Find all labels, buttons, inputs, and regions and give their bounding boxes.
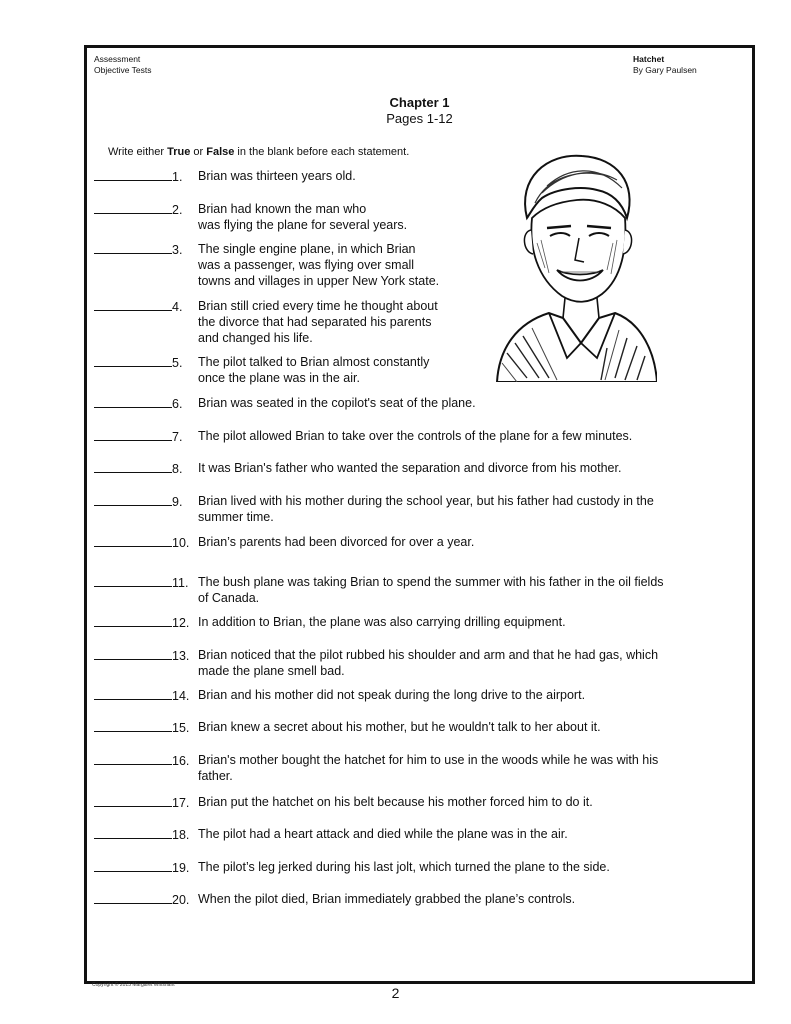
answer-blank-18[interactable]: [94, 826, 172, 839]
question-item-2: [94, 201, 407, 233]
answer-blank-19[interactable]: [94, 859, 172, 872]
header-subcategory: Objective Tests: [94, 65, 152, 75]
question-text-14: Brian and his mother did not speak during the long drive to the airport.: [198, 688, 586, 702]
answer-blank-4[interactable]: [94, 298, 172, 311]
question-item-18: [94, 826, 568, 843]
header-category: Assessment: [94, 54, 141, 64]
question-number-8: 8.: [172, 462, 183, 476]
answer-blank-12[interactable]: [94, 614, 172, 627]
question-text-8: It was Brian's father who wanted the separation and divorce from his mother.: [198, 461, 622, 475]
answer-blank-14[interactable]: [94, 687, 172, 700]
question-number-3: 3.: [172, 243, 183, 257]
question-item-19: [94, 859, 610, 876]
question-item-6: [94, 395, 476, 412]
copyright-notice: Copyright © 2015 Margaret Whisnant: [92, 982, 175, 988]
question-item-8: [94, 460, 621, 477]
question-text-1: Brian was thirteen years old.: [198, 169, 356, 183]
answer-blank-1[interactable]: [94, 168, 172, 181]
question-item-12: [94, 614, 566, 631]
instructions: [108, 146, 409, 158]
question-item-14: [94, 687, 585, 704]
chapter-pages: Pages 1-12: [386, 111, 453, 126]
question-item-11: [94, 574, 664, 606]
question-item-7: [94, 428, 632, 445]
question-item-15: [94, 719, 601, 736]
question-number-11: 11.: [172, 576, 189, 590]
question-number-17: 17.: [172, 796, 190, 810]
question-text-5: The pilot talked to Brian almost constantly once the plane was in the air.: [198, 355, 430, 385]
question-number-13: 13.: [172, 649, 190, 663]
header-right: [633, 54, 697, 76]
question-item-13: [94, 647, 658, 679]
question-number-19: 19.: [172, 861, 190, 875]
question-number-14: 14.: [172, 689, 190, 703]
question-item-9: [94, 493, 654, 525]
question-item-5: [94, 354, 429, 386]
question-number-5: 5.: [172, 356, 183, 370]
question-text-13: Brian noticed that the pilot rubbed his shoulder and arm and that he had gas, which made the plane smell bad.: [198, 648, 659, 678]
answer-blank-9[interactable]: [94, 493, 172, 506]
answer-blank-5[interactable]: [94, 354, 172, 367]
answer-blank-3[interactable]: [94, 241, 172, 254]
chapter-title: Chapter 1: [389, 95, 450, 110]
question-item-17: [94, 794, 593, 811]
question-number-9: 9.: [172, 495, 183, 509]
question-text-3: The single engine plane, in which Brian was a passenger, was flying over small towns and villages in upper New York state.: [198, 242, 440, 288]
answer-blank-13[interactable]: [94, 647, 172, 660]
question-item-20: [94, 891, 575, 908]
answer-blank-17[interactable]: [94, 794, 172, 807]
question-item-16: [94, 752, 658, 784]
page-number: 2: [391, 985, 400, 1001]
false-word: False: [206, 146, 235, 158]
worksheet-frame: [84, 45, 755, 984]
answer-blank-16[interactable]: [94, 752, 172, 765]
question-text-18: The pilot had a heart attack and died while the plane was in the air.: [198, 827, 568, 841]
question-text-12: In addition to Brian, the plane was also carrying drilling equipment.: [198, 615, 566, 629]
question-number-2: 2.: [172, 203, 183, 217]
book-title: Hatchet: [633, 54, 665, 64]
question-text-9: Brian lived with his mother during the school year, but his father had custody in the summer time.: [198, 494, 654, 524]
header-left: [94, 54, 151, 76]
question-number-12: 12.: [172, 616, 190, 630]
answer-blank-2[interactable]: [94, 201, 172, 214]
question-text-17: Brian put the hatchet on his belt because his mother forced him to do it.: [198, 795, 593, 809]
instructions-post: in the blank before each statement.: [234, 146, 410, 158]
answer-blank-6[interactable]: [94, 395, 172, 408]
question-text-6: Brian was seated in the copilot's seat of the plane.: [198, 396, 476, 410]
question-item-4: [94, 298, 438, 346]
question-number-15: 15.: [172, 721, 190, 735]
question-number-1: 1.: [172, 170, 183, 184]
question-number-6: 6.: [172, 397, 183, 411]
question-item-1: [94, 168, 356, 185]
question-number-10: 10.: [172, 536, 190, 550]
answer-blank-20[interactable]: [94, 891, 172, 904]
answer-blank-11[interactable]: [94, 574, 172, 587]
instructions-mid: or: [190, 146, 207, 158]
answer-blank-7[interactable]: [94, 428, 172, 441]
question-text-11: The bush plane was taking Brian to spend the summer with his father in the oil fields of Canada.: [198, 575, 664, 605]
answer-blank-10[interactable]: [94, 534, 172, 547]
question-text-4: Brian still cried every time he thought about the divorce that had separated his parents and changed his life.: [198, 299, 438, 345]
question-item-10: [94, 534, 474, 551]
true-word: True: [167, 146, 191, 158]
question-text-10: Brian’s parents had been divorced for over a year.: [198, 535, 475, 549]
question-text-2: Brian had known the man who was flying the plane for several years.: [198, 202, 408, 232]
question-text-15: Brian knew a secret about his mother, but he wouldn't talk to her about it.: [198, 720, 601, 734]
question-number-16: 16.: [172, 754, 190, 768]
book-author: By Gary Paulsen: [633, 65, 697, 75]
answer-blank-8[interactable]: [94, 460, 172, 473]
question-text-16: Brian's mother bought the hatchet for him to use in the woods while he was with his father.: [198, 753, 659, 783]
instructions-pre: Write either: [108, 146, 168, 158]
question-number-18: 18.: [172, 828, 190, 842]
answer-blank-15[interactable]: [94, 719, 172, 732]
brian-portrait-illustration: [487, 148, 657, 382]
question-number-7: 7.: [172, 430, 183, 444]
question-text-7: The pilot allowed Brian to take over the controls of the plane for a few minutes.: [198, 429, 633, 443]
question-number-4: 4.: [172, 300, 183, 314]
question-text-20: When the pilot died, Brian immediately grabbed the plane’s controls.: [198, 892, 576, 906]
question-text-19: The pilot’s leg jerked during his last jolt, which turned the plane to the side.: [198, 860, 610, 874]
question-number-20: 20.: [172, 893, 190, 907]
question-item-3: [94, 241, 439, 289]
